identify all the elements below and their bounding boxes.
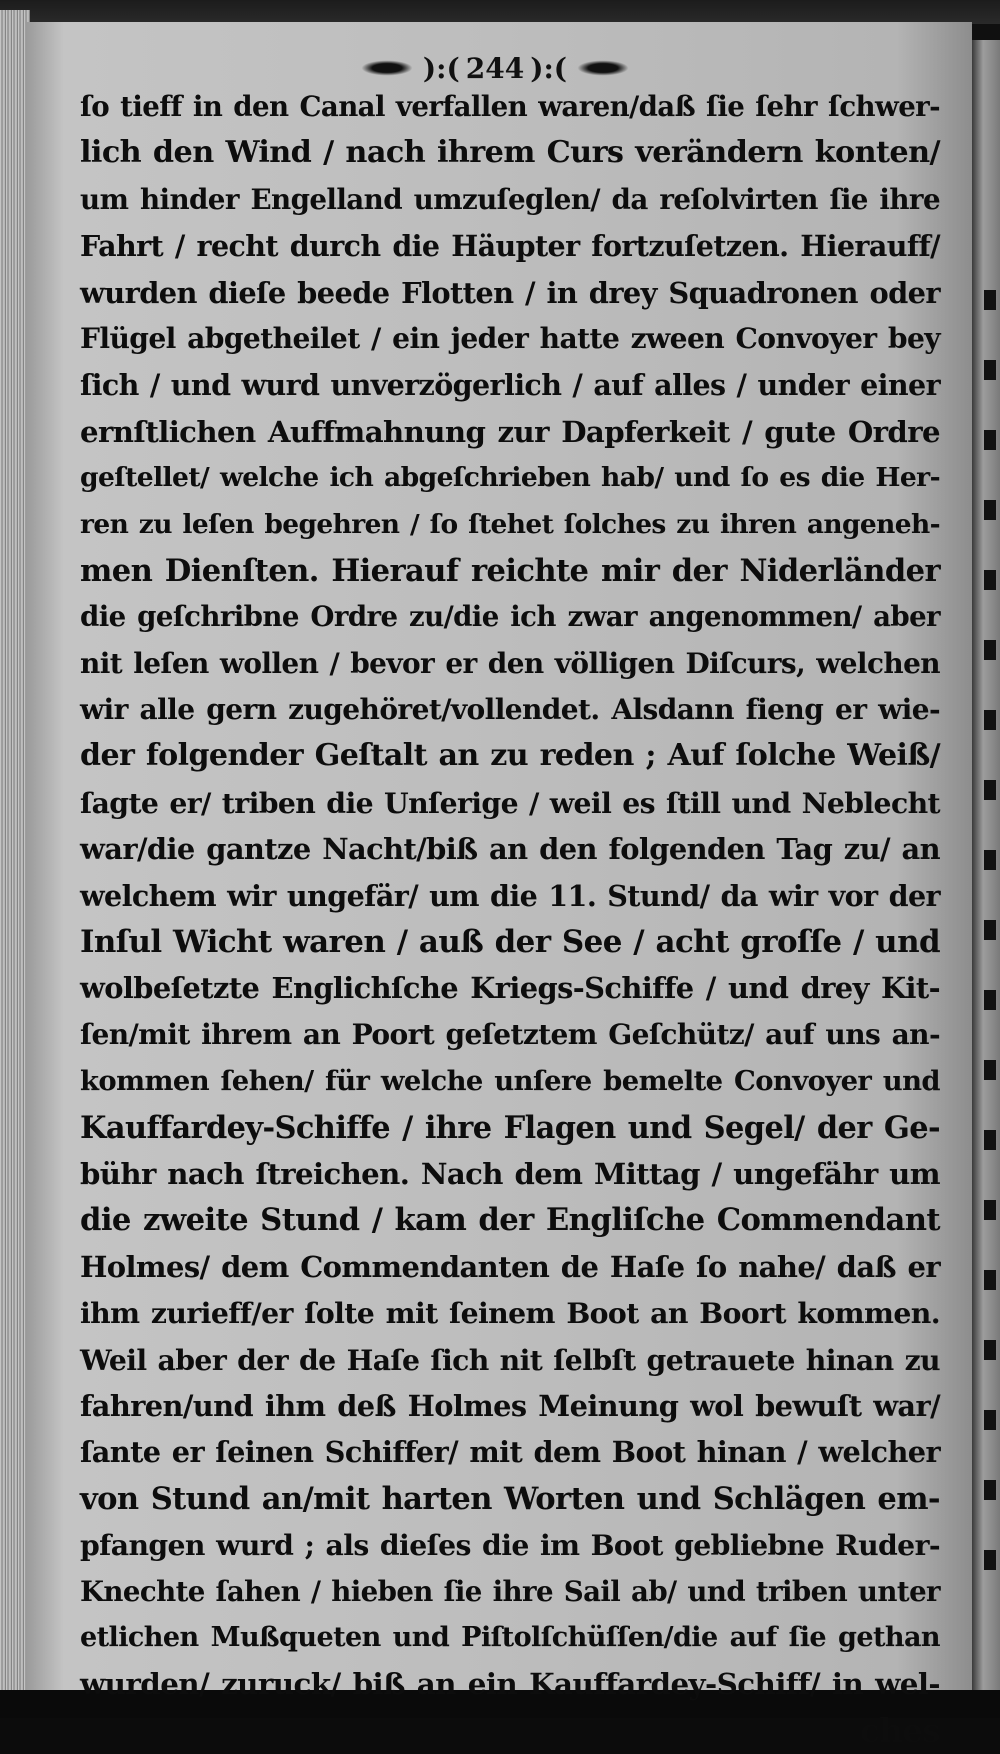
- text-line: geſtellet/ welche ich abgeſchrieben hab/ und ſo es die Her-: [80, 462, 940, 494]
- text-line: die geſchribne Ordre zu/die ich zwar angenommen/ aber: [80, 600, 940, 634]
- text-line: fahren/und ihm deß Holmes Meinung wol bewuſt war/: [80, 1388, 940, 1423]
- text-line: wolbeſetzte Englichſche Kriegs-Schiffe / und drey Kit-: [80, 971, 940, 1006]
- left-ornament-icon: [357, 59, 417, 77]
- text-line: wir alle gern zugehöret/vollendet. Alsdann fieng er wie-: [80, 693, 940, 727]
- text-line: ihm zurieff/er ſolte mit ſeinem Boot an Boort kommen.: [80, 1296, 940, 1331]
- text-line: ſante er ſeinen Schiffer/ mit dem Boot hinan / welcher: [80, 1435, 940, 1470]
- text-line: bühr nach ſtreichen. Nach dem Mittag / ungefähr um: [80, 1156, 940, 1191]
- text-line: ſich / und wurd unverzögerlich / auf alles / under einer: [80, 368, 940, 403]
- text-line: ſen/mit ihrem an Poort geſetztem Geſchütz/ auf uns an-: [80, 1017, 940, 1051]
- text-line: ren zu leſen begehren / ſo ſtehet ſolches zu ihren angeneh-: [80, 508, 940, 540]
- text-line: welchem wir ungefär/ um die 11. Stund/ da wir vor der: [80, 878, 940, 913]
- text-line: Holmes/ dem Commendanten de Haſe ſo nahe/ daß er: [80, 1249, 940, 1284]
- text-line: um hinder Engelland umzuſeglen/ da reſolvirten ſie ihre: [80, 182, 940, 216]
- text-line: etlichen Mußqueten und Piſtolſchüſſen/die auf ſie gethan: [80, 1621, 940, 1653]
- text-line: pfangen wurd ; als dieſes die im Boot gebliebne Ruder-: [80, 1528, 940, 1563]
- adjacent-page-marks: [984, 240, 996, 1620]
- text-line: Kauffardey-Schiffe / ihre Flagen und Segel/ der Ge-: [80, 1109, 940, 1146]
- right-ornament-icon: [573, 59, 633, 77]
- scan-top-border: [0, 0, 1000, 24]
- text-line: men Dienſten. Hierauf reichte mir der Niderländer: [80, 552, 940, 589]
- text-line: lich den Wind / nach ihrem Curs verändern konten/: [80, 135, 940, 171]
- text-line: nit leſen wollen / bevor er den völligen Diſcurs, welchen: [80, 646, 940, 680]
- text-line: ſo tieff in den Canal verfallen waren/daß ſie ſehr ſchwer-: [80, 90, 940, 123]
- text-line: Inſul Wicht waren / auß der See / acht groſſe / und: [80, 924, 940, 961]
- text-line: ſagte er/ triben die Unſerige / weil es ſtill und Neblecht: [80, 785, 940, 820]
- text-line: war/die gantze Nacht/biß an den folgenden Tag zu/ an: [80, 832, 940, 867]
- page-header: ):( 244 ):(: [330, 46, 660, 90]
- text-line: die zweite Stund / kam der Engliſche Commendant: [80, 1202, 940, 1239]
- body-text: [80, 84, 940, 1754]
- text-line: kommen ſehen/ für welche unſere bemelte Convoyer und: [80, 1065, 940, 1098]
- text-line: Fahrt / recht durch die Häupter fortzuſetzen. Hierauff/: [80, 229, 940, 264]
- text-line: von Stund an/mit harten Worten und Schlägen em-: [80, 1480, 940, 1517]
- page-number: 244: [465, 51, 525, 85]
- text-line: der folgender Geſtalt an zu reden ; Auf ſolche Weiß/: [80, 738, 940, 774]
- text-line: Weil aber der de Haſe ſich nit ſelbſt getrauete hinan zu: [80, 1342, 940, 1377]
- text-line: Knechte ſahen / hieben ſie ihre Sail ab/ und triben unter: [80, 1574, 940, 1608]
- text-line: wurden/ zuruck/ biß an ein Kauffardey-Schiff/ in wel-: [80, 1666, 940, 1702]
- catchword: ches: [860, 1710, 940, 1750]
- text-line: wurden dieſe beede Flotten / in drey Squadronen oder: [80, 275, 940, 310]
- text-line: ernſtlichen Auffmahnung zur Dapferkeit / gute Ordre: [80, 414, 940, 449]
- text-line: Flügel abgetheilet / ein jeder hatte zween Convoyer bey: [80, 321, 940, 355]
